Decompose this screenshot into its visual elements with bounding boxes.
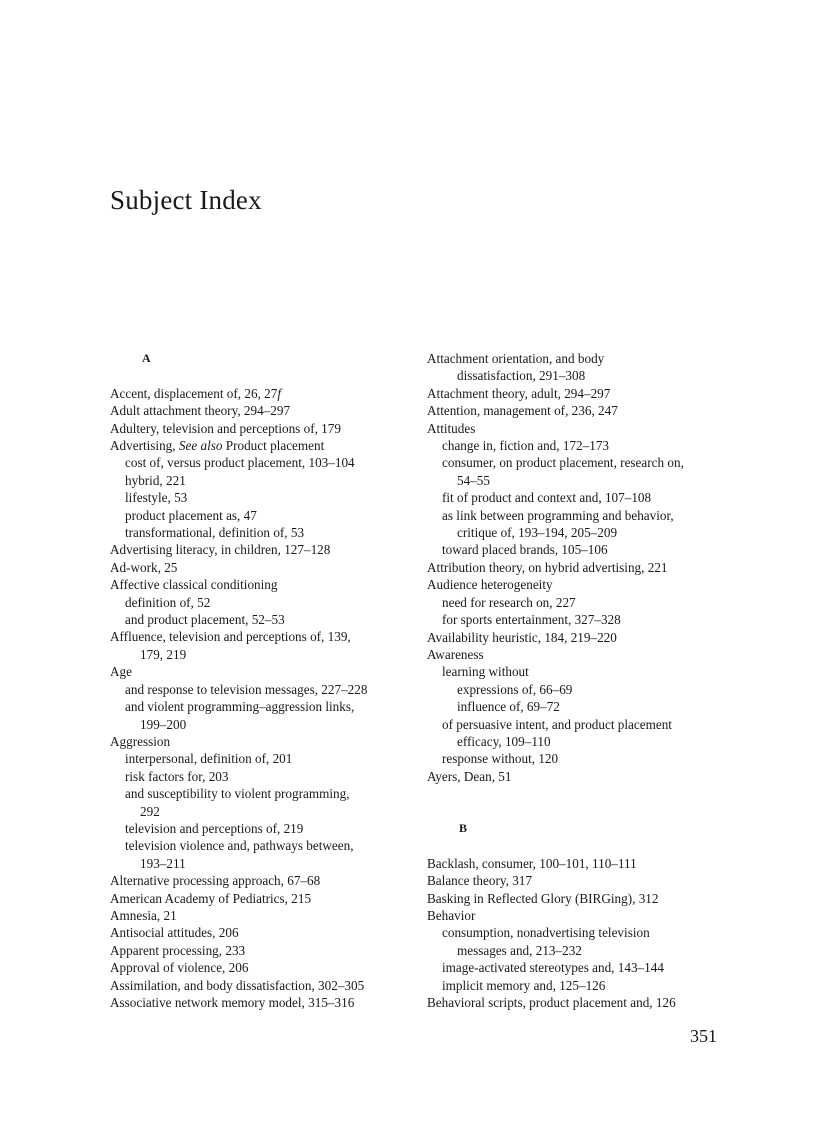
entry-text: Advertising literacy, in children, 127–128 bbox=[110, 542, 331, 558]
index-entry bbox=[427, 629, 727, 646]
index-subentry bbox=[110, 472, 430, 489]
entry-text: messages and, 213–232 bbox=[457, 942, 582, 958]
page-number: 351 bbox=[690, 1026, 717, 1046]
entry-text: Attitudes bbox=[427, 420, 476, 436]
entry-text: Behavioral scripts, product placement and, 126 bbox=[427, 994, 676, 1010]
entry-text: Accent, displacement of, 26, 27 bbox=[110, 385, 278, 401]
index-subentry bbox=[427, 611, 727, 628]
index-subentry bbox=[427, 437, 727, 454]
entry-text: risk factors for, 203 bbox=[125, 768, 229, 784]
index-subentry bbox=[427, 750, 727, 767]
entry-text: Attachment orientation, and body bbox=[427, 351, 605, 366]
entry-text: Behavior bbox=[427, 907, 476, 923]
entry-text: and violent programming–aggression links, bbox=[125, 699, 355, 715]
index-entry bbox=[110, 663, 430, 680]
index-entry bbox=[427, 576, 727, 593]
section-spacer bbox=[427, 785, 727, 802]
entry-text: image-activated stereotypes and, 143–144 bbox=[442, 960, 664, 976]
entry-text: need for research on, 227 bbox=[442, 594, 576, 610]
index-subentry bbox=[427, 489, 727, 506]
index-continuation bbox=[110, 716, 430, 733]
index-entry bbox=[110, 420, 430, 437]
entry-text: definition of, 52 bbox=[125, 594, 211, 610]
entry-text: Basking in Reflected Glory (BIRGing), 312 bbox=[427, 890, 659, 906]
entry-text: dissatisfaction, 291–308 bbox=[457, 368, 586, 384]
entry-text: Audience heterogeneity bbox=[427, 577, 553, 593]
index-entry bbox=[110, 437, 430, 454]
index-continuation bbox=[427, 472, 727, 489]
index-entry bbox=[427, 420, 727, 437]
entry-text: interpersonal, definition of, 201 bbox=[125, 751, 293, 767]
index-subentry bbox=[110, 611, 430, 628]
index-subentry bbox=[427, 716, 727, 733]
entry-text: consumption, nonadvertising television bbox=[442, 925, 650, 941]
cross-reference: See also bbox=[178, 438, 223, 454]
entry-text: of persuasive intent, and product placement bbox=[442, 716, 672, 732]
index-entry bbox=[427, 890, 727, 907]
entry-text: American Academy of Pediatrics, 215 bbox=[110, 890, 312, 906]
entry-text: response without, 120 bbox=[442, 751, 559, 767]
index-subentry bbox=[110, 507, 430, 524]
entry-text: Attribution theory, on hybrid advertising, 221 bbox=[427, 559, 668, 575]
section-spacer bbox=[110, 367, 430, 384]
entry-text: consumer, on product placement, research on, bbox=[442, 455, 684, 471]
entry-text: Aggression bbox=[110, 733, 171, 749]
section-spacer bbox=[427, 803, 727, 820]
index-continuation bbox=[427, 698, 727, 715]
index-subentry bbox=[427, 454, 727, 471]
index-subentry bbox=[110, 489, 430, 506]
index-entry bbox=[427, 350, 727, 367]
index-subentry bbox=[110, 837, 430, 854]
entry-text: Balance theory, 317 bbox=[427, 873, 532, 889]
entry-text: and product placement, 52–53 bbox=[125, 612, 285, 628]
index-entry bbox=[427, 907, 727, 924]
entry-text: influence of, 69–72 bbox=[457, 699, 560, 715]
index-subentry bbox=[427, 594, 727, 611]
entry-text: for sports entertainment, 327–328 bbox=[442, 612, 621, 628]
entry-text: Adultery, television and perceptions of, 179 bbox=[110, 420, 341, 436]
entry-text: Amnesia, 21 bbox=[110, 907, 177, 923]
entry-text: Approval of violence, 206 bbox=[110, 960, 249, 976]
index-entry bbox=[427, 402, 727, 419]
index-entry bbox=[110, 402, 430, 419]
index-subentry bbox=[427, 507, 727, 524]
entry-text: learning without bbox=[442, 664, 529, 680]
entry-text: Affluence, television and perceptions of, 139, bbox=[110, 629, 351, 645]
index-entry bbox=[110, 942, 430, 959]
index-entry bbox=[110, 872, 430, 889]
entry-text: product placement as, 47 bbox=[125, 507, 257, 523]
entry-text: Antisocial attitudes, 206 bbox=[110, 925, 239, 941]
index-subentry bbox=[110, 768, 430, 785]
entry-text: television violence and, pathways between, bbox=[125, 838, 354, 854]
entry-text: toward placed brands, 105–106 bbox=[442, 542, 608, 558]
index-continuation bbox=[427, 367, 727, 384]
entry-text: Attachment theory, adult, 294–297 bbox=[427, 385, 611, 401]
index-entry bbox=[427, 646, 727, 663]
entry-text: implicit memory and, 125–126 bbox=[442, 977, 606, 993]
entry-text: as link between programming and behavior, bbox=[442, 507, 674, 523]
index-entry bbox=[110, 628, 430, 645]
index-entry bbox=[110, 576, 430, 593]
index-entry bbox=[110, 890, 430, 907]
entry-text: transformational, definition of, 53 bbox=[125, 525, 305, 541]
index-continuation bbox=[110, 646, 430, 663]
entry-text: Apparent processing, 233 bbox=[110, 942, 246, 958]
entry-text: television and perceptions of, 219 bbox=[125, 820, 304, 836]
index-entry bbox=[110, 977, 430, 994]
entry-text: Backlash, consumer, 100–101, 110–111 bbox=[427, 855, 637, 871]
index-entry bbox=[427, 872, 727, 889]
entry-text: and susceptibility to violent programming, bbox=[125, 786, 350, 802]
entry-text: Age bbox=[110, 664, 132, 680]
index-entry bbox=[110, 733, 430, 750]
entry-text: fit of product and context and, 107–108 bbox=[442, 490, 652, 506]
index-entry bbox=[110, 994, 430, 1011]
entry-text: Advertising, bbox=[110, 438, 179, 454]
entry-text: Associative network memory model, 315–316 bbox=[110, 995, 355, 1011]
index-subentry bbox=[110, 454, 430, 471]
index-subentry bbox=[110, 698, 430, 715]
entry-text: expressions of, 66–69 bbox=[457, 681, 573, 697]
index-subentry bbox=[110, 820, 430, 837]
section-letter: B bbox=[459, 820, 468, 835]
index-continuation bbox=[110, 803, 430, 820]
entry-text: Affective classical conditioning bbox=[110, 577, 278, 593]
index-subentry bbox=[427, 959, 727, 976]
index-entry bbox=[110, 559, 430, 576]
index-entry bbox=[427, 994, 727, 1011]
index-subentry bbox=[110, 785, 430, 802]
index-continuation bbox=[427, 681, 727, 698]
page-title: Subject Index bbox=[110, 185, 262, 215]
index-entry bbox=[110, 907, 430, 924]
entry-text: Ad-work, 25 bbox=[110, 559, 178, 575]
entry-text: hybrid, 221 bbox=[125, 472, 186, 488]
entry-text: critique of, 193–194, 205–209 bbox=[457, 525, 618, 541]
index-entry bbox=[110, 959, 430, 976]
entry-text: 179, 219 bbox=[140, 646, 187, 662]
entry-text: efficacy, 109–110 bbox=[457, 733, 551, 749]
section-letter: A bbox=[142, 351, 151, 365]
section-spacer bbox=[427, 837, 727, 854]
entry-text: Availability heuristic, 184, 219–220 bbox=[427, 629, 617, 645]
entry-text: 199–200 bbox=[140, 716, 187, 732]
entry-text: Alternative processing approach, 67–68 bbox=[110, 873, 321, 889]
entry-text: 193–211 bbox=[140, 855, 186, 871]
index-column-left bbox=[110, 350, 430, 1011]
index-subentry bbox=[427, 663, 727, 680]
index-continuation bbox=[110, 855, 430, 872]
entry-text: and response to television messages, 227–228 bbox=[125, 681, 368, 697]
index-entry bbox=[427, 385, 727, 402]
entry-text: 292 bbox=[140, 803, 160, 819]
index-subentry bbox=[427, 977, 727, 994]
index-subentry bbox=[110, 681, 430, 698]
index-entry bbox=[110, 924, 430, 941]
entry-text: Awareness bbox=[427, 646, 484, 662]
index-entry bbox=[427, 855, 727, 872]
entry-text: Adult attachment theory, 294–297 bbox=[110, 403, 291, 419]
entry-text: Ayers, Dean, 51 bbox=[427, 768, 512, 784]
entry-text: Assimilation, and body dissatisfaction, 302–305 bbox=[110, 977, 365, 993]
index-entry bbox=[110, 541, 430, 558]
index-column-right bbox=[427, 350, 727, 1011]
entry-text: Attention, management of, 236, 247 bbox=[427, 403, 618, 419]
index-entry bbox=[110, 385, 430, 402]
entry-text: cost of, versus product placement, 103–104 bbox=[125, 455, 355, 471]
entry-text: 54–55 bbox=[457, 472, 490, 488]
index-subentry bbox=[110, 594, 430, 611]
index-subentry bbox=[110, 750, 430, 767]
index-continuation bbox=[427, 733, 727, 750]
index-subentry bbox=[427, 541, 727, 558]
figure-marker: f bbox=[277, 385, 282, 401]
index-entry bbox=[427, 559, 727, 576]
index-continuation bbox=[427, 942, 727, 959]
entry-text: lifestyle, 53 bbox=[125, 490, 188, 506]
entry-text: change in, fiction and, 172–173 bbox=[442, 438, 610, 454]
index-continuation bbox=[427, 524, 727, 541]
index-entry bbox=[427, 768, 727, 785]
index-subentry bbox=[110, 524, 430, 541]
index-subentry bbox=[427, 924, 727, 941]
entry-text-continued: Product placement bbox=[222, 438, 325, 454]
